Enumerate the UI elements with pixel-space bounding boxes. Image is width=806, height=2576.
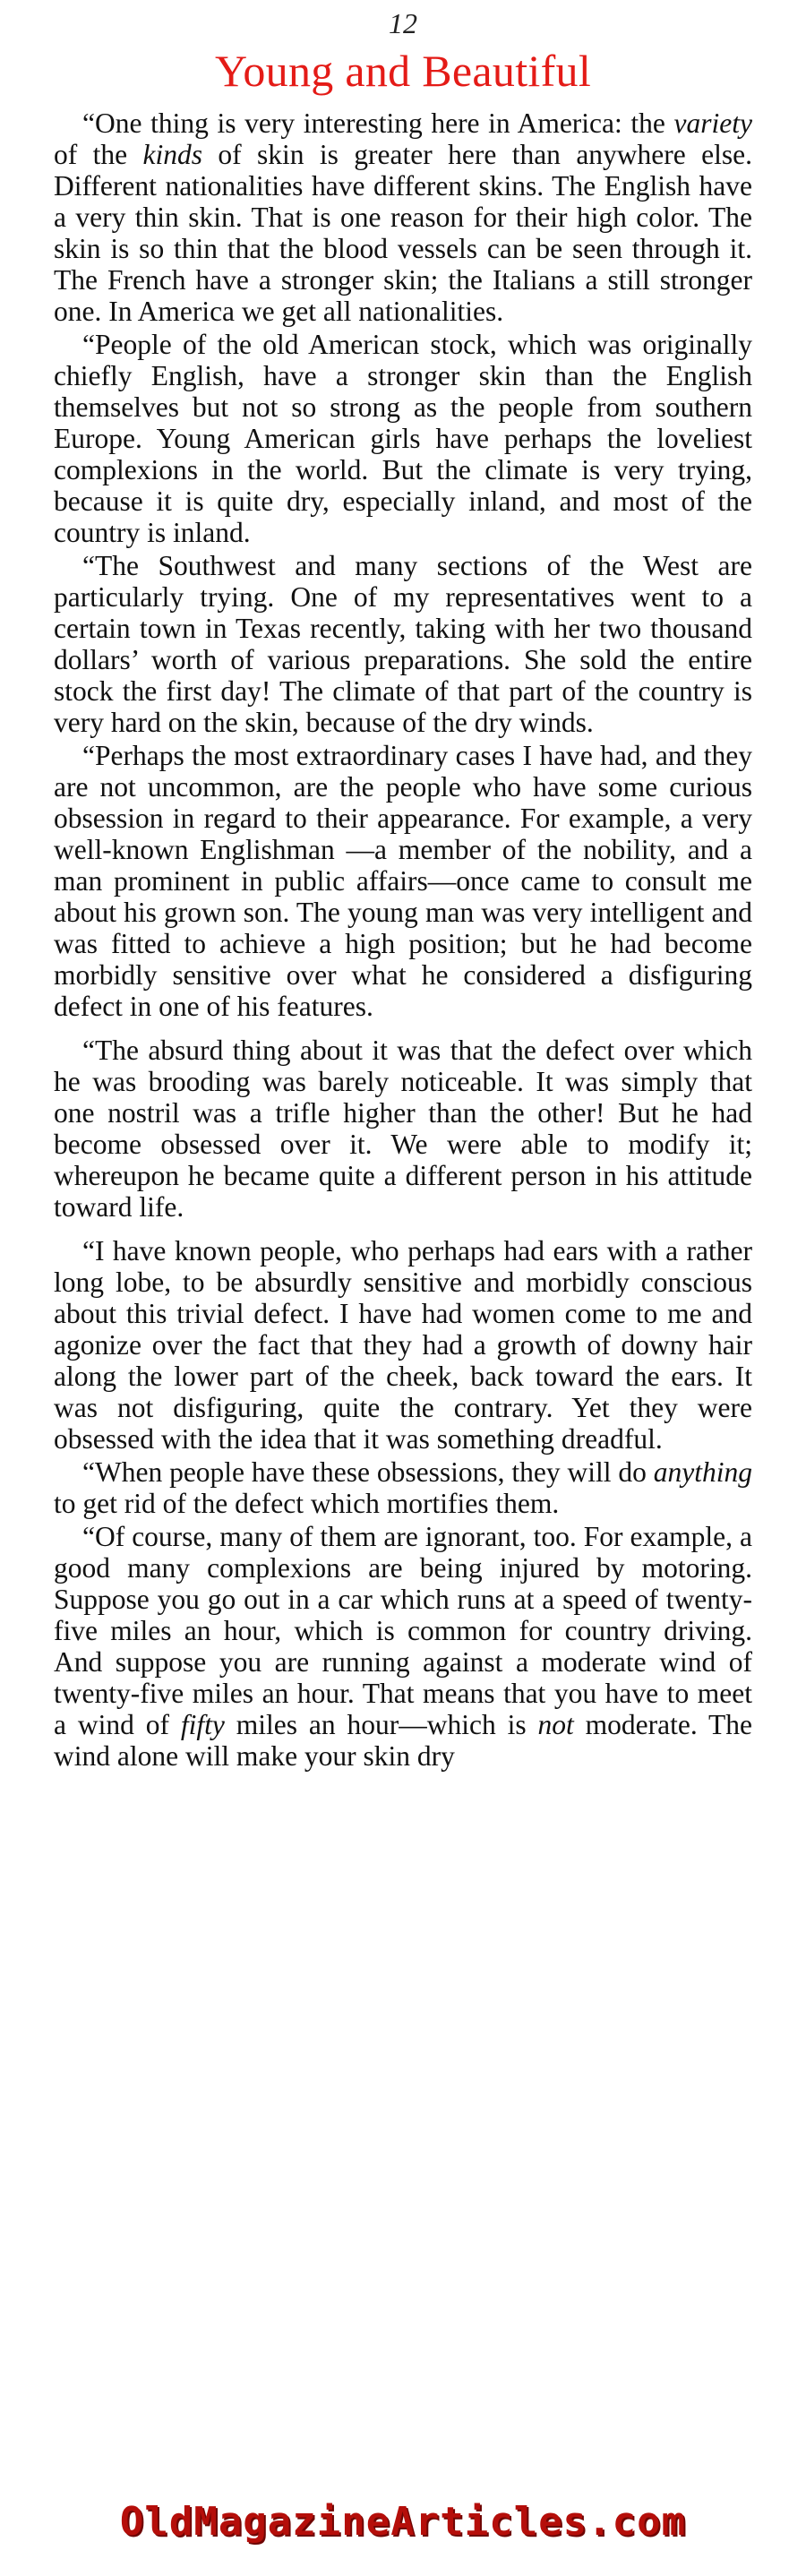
site-watermark[interactable]: OldMagazineArticles.com xyxy=(119,2499,687,2545)
text-run: “People of the old American stock, which was originally chiefly English, have a stronger skin than the English themselves but not so strong as the people from southern Europe. Young American girls have perhaps the loveliest complexions in the world. But the climate is very trying, because it is quite dry, especially inland, and most of the country is inland. xyxy=(54,329,752,548)
text-run: “Of course, many of them are ignorant, too. For example, a good many complexions are being injured by motoring. Suppose you go out in a car which runs at a speed of twenty-five miles an hour, which is common for country driving. And suppose you are running against a moderate wind of twenty-five miles an hour. That means that you have to meet a wind of xyxy=(54,1521,752,1740)
italic-emphasis: kinds xyxy=(142,139,202,170)
article-paragraph xyxy=(54,740,752,1022)
text-run: of the xyxy=(54,139,143,170)
text-run: moderate. The wind alone will make your skin dry xyxy=(54,1709,752,1772)
italic-emphasis: variety xyxy=(673,107,752,139)
article-title: Young and Beautiful xyxy=(214,46,592,96)
article-paragraph xyxy=(54,1456,752,1519)
article-body xyxy=(54,107,752,1773)
text-run: “The absurd thing about it was that the defect over which he was brooding was barely noticeable. It was simply that one nostril was a trifle higher than the other! But he had become obsessed over it. We were able to modify it; whereupon he became quite a different person in his attitude toward life. xyxy=(54,1035,752,1223)
text-run: of skin is greater here than anywhere else. Different nationalities have different skins. The English have a very thin skin. That is one reason for their high color. The skin is so thin that the blood vessels can be seen through it. The French have a stronger skin; the Italians a still stronger one. In America we get all nationalities. xyxy=(54,139,752,327)
page-number: 12 xyxy=(389,7,417,39)
italic-emphasis: fifty xyxy=(180,1709,225,1740)
article-paragraph xyxy=(54,329,752,548)
article-paragraph xyxy=(54,1521,752,1772)
text-run: to get rid of the defect which mortifies them. xyxy=(54,1488,560,1519)
text-run: “When people have these obsessions, they will do xyxy=(82,1456,654,1488)
article-paragraph xyxy=(54,550,752,738)
text-run: “Perhaps the most extraordinary cases I have had, and they are not uncommon, are the people who have some curious obsession in regard to their appearance. For example, a very well-known Englishman —a member of the nobility, and a man prominent in public affairs—once came to consult me about his grown son. The young man was very intelligent and was fitted to achieve a high position; but he had become morbidly sensitive over what he considered a disfiguring defect in one of his features. xyxy=(54,740,752,1022)
text-run: miles an hour—which is xyxy=(224,1709,538,1740)
text-run: “The Southwest and many sections of the West are particularly trying. One of my representatives went to a certain town in Texas recently, taking with her two thousand dollars’ worth of various preparations. She sold the entire stock the first day! The climate of that part of the country is very hard on the skin, because of the dry winds. xyxy=(54,550,752,738)
article-paragraph xyxy=(54,107,752,327)
italic-emphasis: anything xyxy=(653,1456,752,1488)
italic-emphasis: not xyxy=(537,1709,574,1740)
article-paragraph xyxy=(54,1035,752,1223)
article-paragraph xyxy=(54,1235,752,1455)
text-run: “I have known people, who perhaps had ears with a rather long lobe, to be absurdly sensitive and morbidly conscious about this trivial defect. I have had women come to me and agonize over the fact that they had a growth of downy hair along the lower part of the cheek, back toward the ears. It was not disfiguring, quite the contrary. Yet they were obsessed with the idea that it was something dreadful. xyxy=(54,1235,752,1455)
text-run: “One thing is very interesting here in America: the xyxy=(82,107,674,139)
